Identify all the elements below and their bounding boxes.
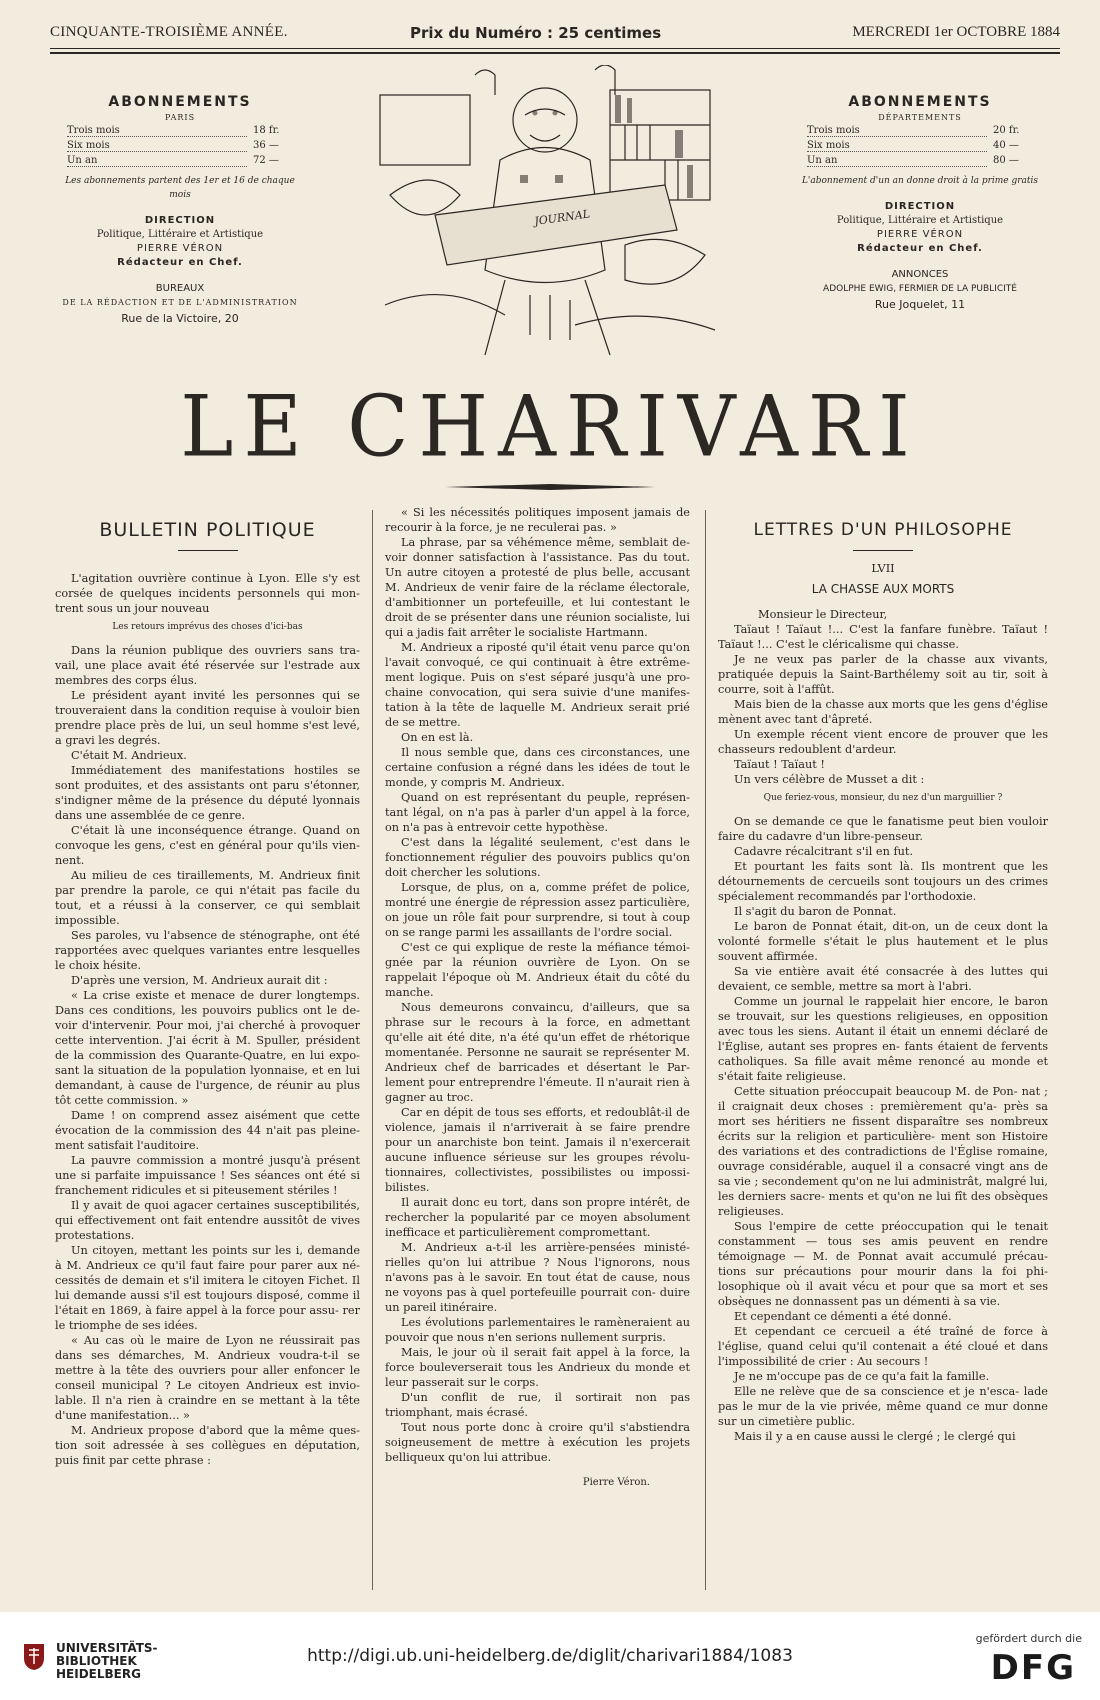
column-lettres-philosophe <box>718 505 1048 1444</box>
paragraph: Et cependant ce démenti a été donné. <box>734 1310 952 1323</box>
paragraph: Un vers célèbre de Musset a dit : <box>734 773 925 786</box>
paragraph: Sous l'empire de cette préoccupation qui le tenait constamment — tous ses amis peuvent en rendre témoignage — M. de Ponnat avait accumulé précau- tions sur précautions pour mourir dans la foi phi- losophique où il avait vécu et pour que sa mort et ses obsèques ne donnassent pas un démenti à sa vie. <box>718 1220 1048 1308</box>
price-row-label: Trois mois <box>807 125 987 137</box>
spacer <box>55 270 305 282</box>
paragraph: Le président ayant invité les personnes qui se trouveraient dans la condition requise à vouloir bien prendre place près de lui, un seul homme s'est levé, a gravi les degrés. <box>55 689 360 747</box>
paragraph: Dame ! on comprend assez aisément que cette évocation de la commission des 44 n'ait pas pleine- ment satisfait l'auditoire. <box>55 1109 360 1152</box>
paragraph: Quand on est représentant du peuple, représen- tant légal, on n'a pas à parler d'un appel à la force, on n'a pas à entrevoir cette hypothèse. <box>385 791 690 834</box>
date-label: MERCREDI 1er OCTOBRE 1884 <box>852 24 1060 40</box>
paragraph: Les évolutions parlementaires le ramèneraient au pouvoir que nous n'en serions nullement surpris. <box>385 1316 690 1344</box>
paragraph: Dans la réunion publique des ouvriers sans tra- vail, une place avait été réservée sur l'estrade aux membres des corps élus. <box>55 644 360 687</box>
paragraph: Sa vie entière avait été consacrée à des luttes qui devaient, ce semble, mettre sa mort à l'abri. <box>718 965 1048 993</box>
library-line: BIBLIOTHEK <box>56 1654 137 1668</box>
subscriptions-heading: ABONNEMENTS <box>848 94 992 110</box>
paragraph: Immédiatement des manifestations hostiles se sont produites, et des assistants ont paru s'étonner, s'indigner même de la présence du député lyonnais dans une assemblée de ce genre. <box>55 764 360 822</box>
paragraph: Mais, le jour où il serait fait appel à la force, la force bouleverserait tous les Andrieux du monde et leur passerait sur le corps. <box>385 1346 690 1389</box>
subscriptions-note: L'abonnement d'un an donne droit à la prime gratis <box>801 176 1039 186</box>
masthead-title: LE CHARIVARI <box>180 377 920 476</box>
price-row-label: Un an <box>807 155 987 167</box>
price-row-label: Trois mois <box>67 125 247 137</box>
paragraph: « Au cas où le maire de Lyon ne réussirait pas dans ses démarches, M. Andrieux voudra-t-il se mettre à la tête des ouvriers pour aller enfoncer le conseil municipal ? Le citoyen Andrieux est invio- lable. Il n'a rien à craindre en se mettant à la tête d'une manifestation... » <box>55 1334 360 1422</box>
paragraph: Un exemple récent vient encore de prouver que les chasseurs redoublent d'ardeur. <box>718 728 1048 756</box>
editor-name: PIERRE VÉRON <box>136 243 224 254</box>
paragraph: Tout nous porte donc à croire qu'il s'abstiendra soigneusement de mettre à exécution les projets belliqueux qu'on lui attribue. <box>385 1421 690 1464</box>
paragraph: Lorsque, de plus, on a, comme préfet de police, montré une énergie de répression assez particulière, on joue un rôle fait pour surprendre, si tout à coup on se range parmi les assaillants de l'ordre social. <box>385 881 690 939</box>
paragraph: Et pourtant les faits sont là. Ils montrent que les détournements de cercueils sont toujours un des crimes spécialement recommandés par l'orthodoxie. <box>718 860 1048 903</box>
paragraph: Je ne m'occupe pas de ce qu'a fait la famille. <box>734 1370 990 1383</box>
engraving-frame <box>380 95 470 165</box>
paragraph: Il y avait de quoi agacer certaines susceptibilités, qui effectivement ont fait entendre aussitôt de vives protestations. <box>55 1199 360 1242</box>
dfg-logo: DFG <box>990 1648 1076 1688</box>
annonces-line: ADOLPHE EWIG, FERMIER DE LA PUBLICITÉ <box>823 284 1017 294</box>
paragraph: Je ne veux pas parler de la chasse aux vivants, pratiquée depuis la Saint-Barthélemy soit au tir, soit à courre, soit à l'affût. <box>718 653 1048 696</box>
price-row <box>55 155 305 170</box>
salutation: Monsieur le Directeur, <box>758 608 888 621</box>
letter-number: LVII <box>871 562 895 575</box>
funded-by-label: gefördert durch die <box>975 1632 1082 1645</box>
annonces-heading: ANNONCES <box>891 269 949 280</box>
price-row <box>795 155 1045 170</box>
paragraph: C'était là une inconséquence étrange. Quand on convoque les gens, c'est en général pour qu'ils vien- nent. <box>55 824 360 867</box>
paragraph: D'un conflit de rue, il sortirait non pas triomphant, mais écrasé. <box>385 1391 690 1419</box>
title-rule <box>178 550 238 551</box>
price-row-value: 80 — <box>993 155 1019 166</box>
paragraph: Elle ne relève que de sa conscience et je n'esca- lade pas le mur de la vie privée, même quand ce mur donne sur un cimetière public. <box>718 1385 1048 1428</box>
paragraph: Car en dépit de tous ses efforts, et redoublât-il de violence, jamais il n'arriverait à se faire prendre pour un anarchiste bon teint. Jamais il n'exercerait aucune influence sérieuse sur les groupes révolu- tionnaires, collectivistes, possibilistes ou impossi- bilistes. <box>385 1106 690 1194</box>
price-row <box>795 125 1045 140</box>
annonces-address: Rue Joquelet, 11 <box>874 298 966 311</box>
top-line <box>50 24 1060 46</box>
engraving-journal-label: JOURNAL <box>533 207 591 228</box>
paragraph: C'était M. Andrieux. <box>71 749 187 762</box>
price-row-label: Six mois <box>67 140 247 152</box>
signature: Pierre Véron. <box>582 1477 650 1488</box>
paragraph: Cette situation préoccupait beaucoup M. de Pon- nat ; il craignait deux choses : premièrement qu'a- près sa mort ses héritiers ne fissent disparaître ses nombreux écrits sur la religion et particulière- ment son Histoire des variations et des contradictions de l'Église romaine, ouvrage considérable, auquel il a consacré vingt ans de sa vie ; secondement qu'on ne lui administrât, malgré lui, les derniers sacre- ments et qu'on ne lui fît des obsèques religieuses. <box>718 1085 1048 1218</box>
price-row-value: 20 fr. <box>993 125 1020 136</box>
direction-line: Politique, Littéraire et Artistique <box>96 229 264 240</box>
subscriptions-departements <box>795 95 1045 312</box>
paragraph: M. Andrieux a-t-il les arrière-pensées ministé- rielles qu'on lui attribue ? Nous l'ignorons, nous n'avons pas à le savoir. En tout état de cause, nous ne voyons pas à quel portefeuille pourrait con- duire un pareil itinéraire. <box>385 1241 690 1314</box>
masthead-engraving <box>375 65 720 360</box>
top-rule <box>50 48 1060 49</box>
direction-heading: DIRECTION <box>884 201 956 212</box>
paragraph: Cadavre récalcitrant s'il en fut. <box>734 845 914 858</box>
digitization-footer <box>0 1612 1100 1700</box>
bureaux-heading: BUREAUX <box>155 283 205 294</box>
paragraph: Au milieu de ces tiraillements, M. Andrieux finit par prendre la parole, ce qui n'était pas facile du tout, et a réussi à la conserver, ce qui semblait impossible. <box>55 869 360 927</box>
editor-role: Rédacteur en Chef. <box>117 257 243 268</box>
verse-quote: Que feriez-vous, monsieur, du nez d'un marguillier ? <box>763 793 1003 803</box>
library-line: UNIVERSITÄTS- <box>56 1641 158 1655</box>
paragraph: D'après une version, M. Andrieux aurait dit : <box>71 974 328 987</box>
column-title: BULLETIN POLITIQUE <box>99 519 316 541</box>
paragraph: La pauvre commission a montré jusqu'à présent une si parfaite impuissance ! Ses séances ont été si franchement ridicules et si piteusement stériles ! <box>55 1154 360 1197</box>
price-row-value: 40 — <box>993 140 1019 151</box>
paragraph: Un citoyen, mettant les points sur les i, demande à M. Andrieux ce qu'il faut faire pour parer aux né- cessités de demain et s'il imitera le citoyen Fichet. Il lui demande aussi s'il est toujours disposé, comme il l'était en 1869, à faire appel à la force pour assu- rer le triomphe de ses idées. <box>55 1244 360 1332</box>
price-row-value: 36 — <box>253 140 279 151</box>
paragraph: Le baron de Ponnat était, dit-on, un de ceux dont la volonté formelle s'était le plus hautement et le plus souvent affirmée. <box>718 920 1048 963</box>
price-label: Prix du Numéro : 25 centimes <box>410 24 662 42</box>
direction-heading: DIRECTION <box>144 215 216 226</box>
paragraph: La phrase, par sa véhémence même, semblait de- voir donner satisfaction à l'assistance. Pas du tout. Un autre citoyen a protesté de plus belle, accusant M. Andrieux de venir faire de la réclame électorale, d'ambitionner un portefeuille, et lui contestant le droit de se présenter dans une réunion socialiste, lui qui a jadis fait arrêter le socialiste Hartmann. <box>385 536 690 639</box>
top-rule-thick <box>50 52 1060 54</box>
verse-quote: Les retours imprévus des choses d'ici-bas <box>112 622 303 632</box>
paragraph: Taïaut ! Taïaut ! <box>734 758 825 771</box>
letter-subtitle: LA CHASSE AUX MORTS <box>811 582 955 596</box>
paragraph: C'est ce qui explique de reste la méfiance témoi- gnée par la réunion ouvrière de Lyon. On se rappelait l'époque où M. Andrieux était du côté du manche. <box>385 941 690 999</box>
column-divider <box>705 510 706 1590</box>
paragraph: Nous demeurons convaincu, d'ailleurs, que sa phrase sur le recours à la force, en admettant qu'elle ait été dite, n'a été qu'un effet de rhétorique momentanée. Personne ne saurait se représenter M. Andrieux chef de barricades et désertant le Par- lement pour entreprendre l'émeute. Il n'aurait rien à gagner au troc. <box>385 1001 690 1104</box>
editor-name: PIERRE VÉRON <box>876 229 964 240</box>
paragraph: Mais bien de la chasse aux morts que les gens d'église mènent avec tant d'âpreté. <box>718 698 1048 726</box>
paragraph: On en est là. <box>401 731 474 744</box>
price-row <box>55 140 305 155</box>
price-row <box>55 125 305 140</box>
column-continued <box>385 505 690 1490</box>
column-title: LETTRES D'UN PHILOSOPHE <box>753 520 1013 540</box>
subscriptions-paris <box>55 95 305 326</box>
year-label: CINQUANTE-TROISIÈME ANNÉE. <box>50 24 288 40</box>
paragraph: C'est dans la légalité seulement, c'est dans le fonctionnement régulier des pouvoirs publics qu'on doit chercher les solutions. <box>385 836 690 879</box>
editor-role: Rédacteur en Chef. <box>857 243 983 254</box>
engraving-head <box>513 88 577 152</box>
subscriptions-sub: PARIS <box>164 113 196 122</box>
permalink-url[interactable]: http://digi.ub.uni-heidelberg.de/diglit/charivari1884/1083 <box>307 1646 793 1666</box>
paragraph: Mais il y a en cause aussi le clergé ; le clergé qui <box>734 1430 1016 1443</box>
paragraph: L'agitation ouvrière continue à Lyon. Elle s'y est corsée de quelques incidents personnels qui mon- trent sous un jour nouveau <box>55 572 360 615</box>
paragraph: Taïaut ! Taïaut !... C'est la fanfare funèbre. Taïaut ! Taïaut !... C'est le cléricalisme qui chasse. <box>718 623 1048 651</box>
price-row-value: 18 fr. <box>253 125 280 136</box>
paragraph: Il nous semble que, dans ces circonstances, une certaine confusion a régné dans les idées de tout le monde, y compris M. Andrieux. <box>385 746 690 789</box>
paragraph: Ses paroles, vu l'absence de sténographe, ont été rapportées avec quelques variantes entre lesquelles le choix hésite. <box>55 929 360 972</box>
price-row <box>795 140 1045 155</box>
subscriptions-note: Les abonnements partent des 1er et 16 de chaque mois <box>65 176 295 200</box>
direction-line: Politique, Littéraire et Artistique <box>836 215 1004 226</box>
paragraph: Et cependant ce cercueil a été traîné de force à l'église, quand celui qu'il contenait a été cloué et dans l'impossibilité de crier : Au secours ! <box>718 1325 1048 1368</box>
price-row-label: Six mois <box>807 140 987 152</box>
subscriptions-sub: DÉPARTEMENTS <box>878 113 962 122</box>
paragraph: M. Andrieux a riposté qu'il était venu parce qu'on l'avait convoqué, ce qui continuait à être extrême- ment logique. Puis on s'est séparé jusqu'à une pro- chaine convocation, qui sera suivie d'une manifes- tation à la tête de laquelle M. Andrieux serait prié de se mettre. <box>385 641 690 729</box>
paragraph: Comme un journal le rappelait hier encore, le baron se trouvait, sur les questions religieuses, en opposition avec tous les siens. Autant il était un ennemi déclaré de l'Église, autant ses propres en- fants étaient de fervents catholiques. Sa fille avait même renoncé au monde et s'était faite religieuse. <box>718 995 1048 1083</box>
bureaux-line: DE LA RÉDACTION ET DE L'ADMINISTRATION <box>62 298 298 307</box>
paragraph: « La crise existe et menace de durer longtemps. Dans ces conditions, les pouvoirs publics ont le de- voir d'intervenir. Pour moi, j'ai cherché à provoquer cette intervention. J'ai écrit à M. Spuller, président de la commission des Quarante-Quatre, en lui expo- sant la situation de la population lyonnaise, et en lui demandant, à cause de l'urgence, de réunir au plus tôt cette commission. » <box>55 989 360 1107</box>
column-divider <box>372 510 373 1590</box>
paris-address: Rue de la Victoire, 20 <box>121 312 239 325</box>
paragraph: Il s'agit du baron de Ponnat. <box>734 905 897 918</box>
library-line: HEIDELBERG <box>56 1667 141 1681</box>
subscriptions-heading: ABONNEMENTS <box>108 94 252 110</box>
title-rule <box>853 550 913 551</box>
paragraph: M. Andrieux propose d'abord que la même ques- tion soit adressée à ses collègues en députation, puis finit par cette phrase : <box>55 1424 360 1467</box>
paragraph: « Si les nécessités politiques imposent jamais de recourir à la force, je ne reculerai pas. » <box>385 506 690 534</box>
paragraph: On se demande ce que le fanatisme peut bien vouloir faire du cadavre d'un libre-penseur. <box>718 815 1048 843</box>
masthead-ornament-rule <box>445 484 655 490</box>
spacer <box>795 256 1045 268</box>
price-row-value: 72 — <box>253 155 279 166</box>
price-row-label: Un an <box>67 155 247 167</box>
column-bulletin-politique <box>55 505 360 1468</box>
paragraph: Il aurait donc eu tort, dans son propre intérêt, de rechercher la popularité par ce moyen absolument inefficace et particulièrement compromettant. <box>385 1196 690 1239</box>
